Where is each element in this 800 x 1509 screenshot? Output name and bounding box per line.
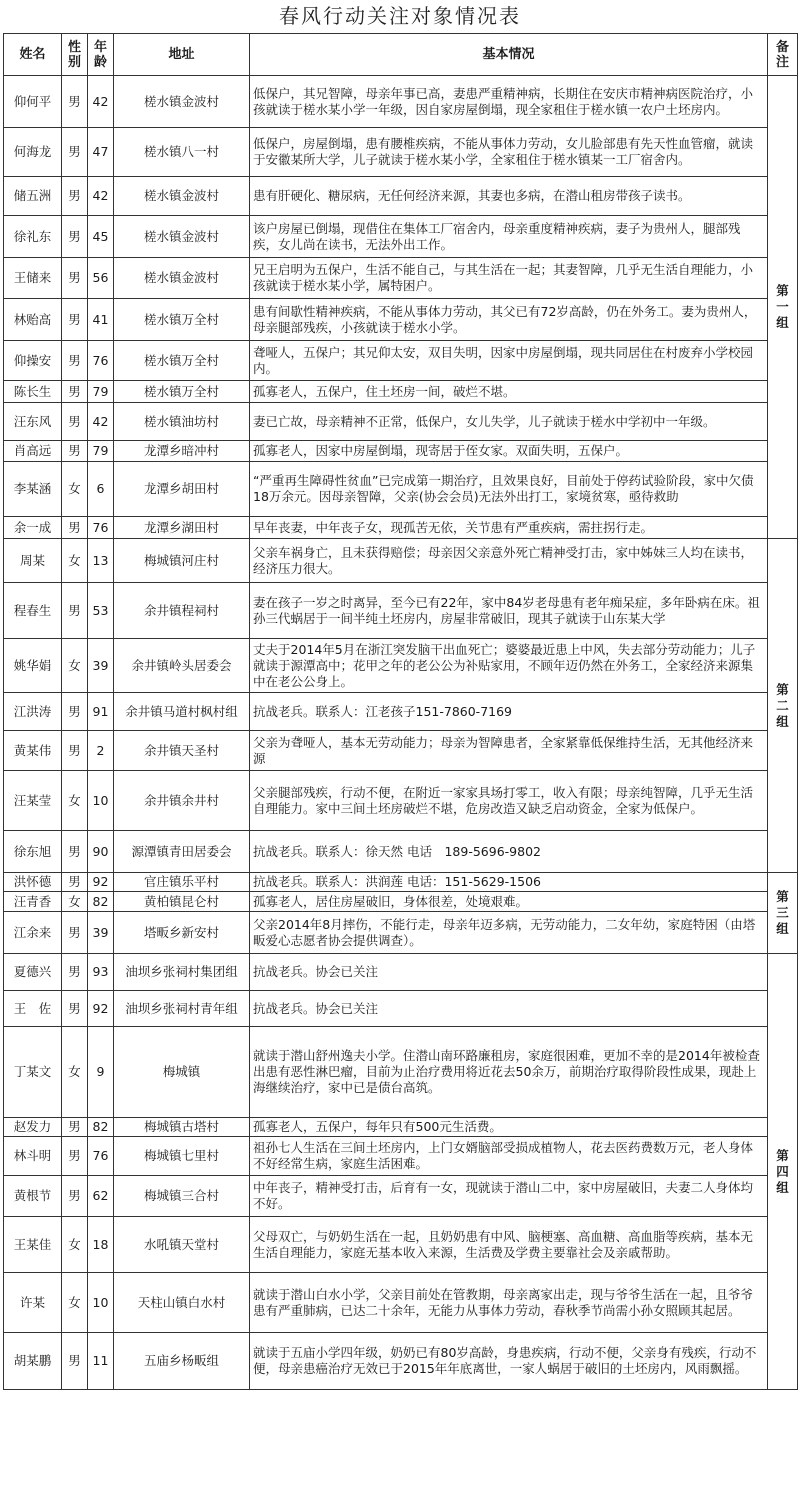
- table-row: [4, 991, 798, 1027]
- cell-age: 90: [88, 831, 114, 873]
- table-row: [4, 912, 798, 954]
- cell-age: 42: [88, 76, 114, 128]
- cell-name: 黄根节: [4, 1176, 62, 1217]
- cell-address: 龙潭乡胡田村: [114, 462, 250, 517]
- cell-address: 梅城镇河庄村: [114, 539, 250, 583]
- cell-sex: 女: [62, 771, 88, 831]
- cell-name: 肖高远: [4, 441, 62, 462]
- cell-address: 梅城镇三合村: [114, 1176, 250, 1217]
- cell-address: 槎水镇金波村: [114, 76, 250, 128]
- cell-age: 42: [88, 177, 114, 216]
- table-row: [4, 1027, 798, 1118]
- cell-address: 槎水镇金波村: [114, 258, 250, 299]
- group-label: 第四组: [768, 954, 798, 1390]
- cell-address: 槎水镇万全村: [114, 341, 250, 381]
- cell-age: 39: [88, 639, 114, 693]
- cell-sex: 男: [62, 991, 88, 1027]
- cell-sex: 男: [62, 731, 88, 771]
- cell-sex: 男: [62, 441, 88, 462]
- cell-name: 李某涵: [4, 462, 62, 517]
- cell-description: 丈夫于2014年5月在浙江突发脑干出血死亡；婆婆最近患上中风，失去部分劳动能力；儿子就读于源潭高中；花甲之年的老公公为补贴家用，不顾年迈仍然在外务工，全家经济来源集中在老公公身上。: [250, 639, 768, 693]
- cell-address: 油坝乡张祠村青年组: [114, 991, 250, 1027]
- cell-sex: 男: [62, 873, 88, 892]
- cell-name: 王储来: [4, 258, 62, 299]
- cell-description: 患有间歇性精神疾病，不能从事体力劳动，其父已有72岁高龄，仍在外务工。妻为贵州人，母亲腿部残疾，小孩就读于槎水小学。: [250, 299, 768, 341]
- cell-sex: 女: [62, 892, 88, 912]
- table-row: [4, 539, 798, 583]
- table-row: [4, 771, 798, 831]
- cell-age: 18: [88, 1217, 114, 1273]
- cell-description: 父亲车祸身亡，且未获得赔偿；母亲因父亲意外死亡精神受打击，家中姊妹三人均在读书，经济压力很大。: [250, 539, 768, 583]
- cell-address: 槎水镇金波村: [114, 216, 250, 258]
- table-row: [4, 381, 798, 403]
- cell-name: 徐东旭: [4, 831, 62, 873]
- cell-address: 梅城镇七里村: [114, 1137, 250, 1176]
- table-row: [4, 216, 798, 258]
- table-row: [4, 583, 798, 639]
- cell-sex: 男: [62, 177, 88, 216]
- cell-description: 父亲为聋哑人，基本无劳动能力；母亲为智障患者，全家紧靠低保维持生活，无其他经济来源: [250, 731, 768, 771]
- cell-age: 39: [88, 912, 114, 954]
- cell-address: 油坝乡张祠村集团组: [114, 954, 250, 991]
- cell-description: 低保户，其兄智障，母亲年事已高，妻患严重精神病，长期住在安庆市精神病医院治疗，小孩就读于槎水某小学一年级，因自家房屋倒塌，现全家租住于槎水镇一农户土坯房内。: [250, 76, 768, 128]
- cell-description: 聋哑人，五保户；其兄仰太安，双目失明，因家中房屋倒塌，现共同居住在村废弃小学校园内。: [250, 341, 768, 381]
- cell-name: 胡某鹏: [4, 1333, 62, 1390]
- cell-sex: 女: [62, 462, 88, 517]
- cell-description: 孤寡老人，居住房屋破旧，身体很差，处境艰难。: [250, 892, 768, 912]
- table-row: [4, 1217, 798, 1273]
- cell-age: 42: [88, 403, 114, 441]
- cell-description: 妻已亡故，母亲精神不正常，低保户，女儿失学，儿子就读于槎水中学初中一年级。: [250, 403, 768, 441]
- cell-address: 余井镇程祠村: [114, 583, 250, 639]
- cell-description: 父母双亡，与奶奶生活在一起，且奶奶患有中风、脑梗塞、高血糖、高血脂等疾病，基本无生活自理能力，家庭无基本收入来源，生活费及学费主要靠社会及亲戚帮助。: [250, 1217, 768, 1273]
- cell-description: 祖孙七人生活在三间土坯房内，上门女婿脑部受损成植物人，花去医药费数万元，老人身体不好经常生病，家庭生活困难。: [250, 1137, 768, 1176]
- cell-age: 91: [88, 693, 114, 731]
- table-row: [4, 517, 798, 539]
- cell-age: 2: [88, 731, 114, 771]
- cell-address: 槎水镇万全村: [114, 381, 250, 403]
- cell-description: 孤寡老人，五保户，每年只有500元生活费。: [250, 1118, 768, 1137]
- cell-name: 余一成: [4, 517, 62, 539]
- cell-name: 周某: [4, 539, 62, 583]
- cell-description: 父亲2014年8月摔伤，不能行走，母亲年迈多病，无劳动能力，二女年幼，家庭特困（由塔畈爱心志愿者协会提供调查）。: [250, 912, 768, 954]
- table-row: [4, 1333, 798, 1390]
- cell-description: “严重再生障碍性贫血”已完成第一期治疗，且效果良好，目前处于停药试验阶段，家中欠债18万余元。因母亲智障，父亲(协会会员)无法外出打工，家境贫寒，亟待救助: [250, 462, 768, 517]
- cell-address: 梅城镇: [114, 1027, 250, 1118]
- cell-description: 抗战老兵。联系人：徐天然 电话 189-5696-9802: [250, 831, 768, 873]
- cell-age: 9: [88, 1027, 114, 1118]
- cell-description: 抗战老兵。协会已关注: [250, 954, 768, 991]
- cell-address: 水吼镇天堂村: [114, 1217, 250, 1273]
- cell-description: 患有肝硬化、糖尿病，无任何经济来源，其妻也多病，在潜山租房带孩子读书。: [250, 177, 768, 216]
- cell-age: 92: [88, 873, 114, 892]
- cell-sex: 女: [62, 1273, 88, 1333]
- group-label: 第二组: [768, 539, 798, 873]
- cell-address: 天柱山镇白水村: [114, 1273, 250, 1333]
- cell-description: 抗战老兵。联系人：江老孩子151-7860-7169: [250, 693, 768, 731]
- cell-age: 41: [88, 299, 114, 341]
- cell-description: 早年丧妻，中年丧子女，现孤苦无依，关节患有严重疾病，需拄拐行走。: [250, 517, 768, 539]
- cell-age: 92: [88, 991, 114, 1027]
- cell-address: 余井镇马道村枫村组: [114, 693, 250, 731]
- cell-address: 官庄镇乐平村: [114, 873, 250, 892]
- cell-age: 76: [88, 517, 114, 539]
- cell-name: 姚华娟: [4, 639, 62, 693]
- cell-sex: 男: [62, 1176, 88, 1217]
- group-label: 第三组: [768, 873, 798, 954]
- table-row: [4, 831, 798, 873]
- cell-address: 槎水镇油坊村: [114, 403, 250, 441]
- cell-sex: 男: [62, 583, 88, 639]
- cell-sex: 女: [62, 1217, 88, 1273]
- table-row: [4, 954, 798, 991]
- cell-age: 76: [88, 1137, 114, 1176]
- header-name: 姓名: [4, 34, 62, 76]
- cell-description: 父亲腿部残疾，行动不便，在附近一家家具场打零工，收入有限；母亲纯智障，几乎无生活自理能力。家中三间土坯房破烂不堪，危房改造又缺乏启动资金，全家为低保户。: [250, 771, 768, 831]
- cell-name: 仰何平: [4, 76, 62, 128]
- table-row: [4, 128, 798, 177]
- table-row: [4, 462, 798, 517]
- cell-name: 徐礼东: [4, 216, 62, 258]
- cell-address: 龙潭乡暗冲村: [114, 441, 250, 462]
- cell-name: 汪青香: [4, 892, 62, 912]
- cell-age: 82: [88, 1118, 114, 1137]
- group-label: 第一组: [768, 76, 798, 539]
- cell-age: 79: [88, 441, 114, 462]
- cell-age: 45: [88, 216, 114, 258]
- page-title: 春风行动关注对象情况表: [279, 4, 521, 28]
- cell-age: 10: [88, 771, 114, 831]
- cell-sex: 男: [62, 912, 88, 954]
- cell-description: 就读于潜山白水小学，父亲目前处在管教期，母亲离家出走，现与爷爷生活在一起，且爷爷患有严重肺病，已达二十余年，无能力从事体力劳动，春秋季节尚需小孙女照顾其起居。: [250, 1273, 768, 1333]
- cell-age: 10: [88, 1273, 114, 1333]
- header-row: [4, 34, 798, 76]
- table-row: [4, 1273, 798, 1333]
- cell-sex: 男: [62, 128, 88, 177]
- cell-name: 丁某文: [4, 1027, 62, 1118]
- table-row: [4, 299, 798, 341]
- cell-description: 该户房屋已倒塌，现借住在集体工厂宿舍内，母亲重度精神疾病，妻子为贵州人，腿部残疾，女儿尚在读书，无法外出工作。: [250, 216, 768, 258]
- table-row: [4, 403, 798, 441]
- cell-address: 槎水镇万全村: [114, 299, 250, 341]
- cell-name: 林斗明: [4, 1137, 62, 1176]
- cell-sex: 男: [62, 693, 88, 731]
- cell-description: 孤寡老人，因家中房屋倒塌，现寄居于侄女家。双面失明，五保户。: [250, 441, 768, 462]
- table-row: [4, 76, 798, 128]
- table-row: [4, 341, 798, 381]
- cell-age: 13: [88, 539, 114, 583]
- table-row: [4, 1176, 798, 1217]
- table-row: [4, 731, 798, 771]
- cell-age: 47: [88, 128, 114, 177]
- cell-description: 抗战老兵。协会已关注: [250, 991, 768, 1027]
- table-row: [4, 873, 798, 892]
- cell-name: 林贻高: [4, 299, 62, 341]
- cell-description: 孤寡老人，五保户，住土坯房一间，破烂不堪。: [250, 381, 768, 403]
- cell-name: 陈长生: [4, 381, 62, 403]
- table-row: [4, 892, 798, 912]
- cell-description: 就读于五庙小学四年级，奶奶已有80岁高龄，身患疾病，行动不便，父亲身有残疾，行动不便，母亲患癌治疗无效已于2015年年底离世，一家人蜗居于破旧的土坯房内，风雨飘摇。: [250, 1333, 768, 1390]
- cell-name: 程春生: [4, 583, 62, 639]
- cell-sex: 男: [62, 1137, 88, 1176]
- cell-description: 抗战老兵。联系人：洪润莲 电话：151-5629-1506: [250, 873, 768, 892]
- header-info: 基本情况: [250, 34, 768, 76]
- cell-sex: 女: [62, 1027, 88, 1118]
- cell-age: 56: [88, 258, 114, 299]
- cell-name: 王某佳: [4, 1217, 62, 1273]
- table-row: [4, 1118, 798, 1137]
- cell-name: 汪东风: [4, 403, 62, 441]
- cell-description: 妻在孩子一岁之时离异，至今已有22年，家中84岁老母患有老年痴呆症，多年卧病在床。祖孙三代蜗居于一间半纯土坯房内，房屋非常破旧，现其子就读于山东某大学: [250, 583, 768, 639]
- cell-name: 赵发力: [4, 1118, 62, 1137]
- cell-sex: 女: [62, 639, 88, 693]
- cell-sex: 男: [62, 517, 88, 539]
- cell-age: 93: [88, 954, 114, 991]
- cell-sex: 男: [62, 1333, 88, 1390]
- table-row: [4, 639, 798, 693]
- header-age: 年龄: [88, 34, 114, 76]
- cell-description: 低保户，房屋倒塌，患有腰椎疾病，不能从事体力劳动，女儿脸部患有先天性血管瘤，就读于安徽某所大学，儿子就读于槎水某小学，全家租住于槎水镇某一工厂宿舍内。: [250, 128, 768, 177]
- cell-name: 许某: [4, 1273, 62, 1333]
- cell-sex: 男: [62, 1118, 88, 1137]
- cell-sex: 女: [62, 539, 88, 583]
- cell-name: 王 佐: [4, 991, 62, 1027]
- header-sex: 性别: [62, 34, 88, 76]
- cell-sex: 男: [62, 831, 88, 873]
- cell-name: 汪某莹: [4, 771, 62, 831]
- cell-age: 79: [88, 381, 114, 403]
- cell-sex: 男: [62, 76, 88, 128]
- cell-age: 53: [88, 583, 114, 639]
- table-row: [4, 693, 798, 731]
- table-row: [4, 1137, 798, 1176]
- cell-age: 82: [88, 892, 114, 912]
- cell-description: 中年丧子，精神受打击，后育有一女，现就读于潜山二中，家中房屋破旧，夫妻二人身体均不好。: [250, 1176, 768, 1217]
- cell-address: 余井镇岭头居委会: [114, 639, 250, 693]
- cell-description: 兄王启明为五保户，生活不能自己，与其生活在一起；其妻智障，几乎无生活自理能力，小孩就读于槎水某小学，属特困户。: [250, 258, 768, 299]
- cell-sex: 男: [62, 299, 88, 341]
- cell-name: 江洪涛: [4, 693, 62, 731]
- cell-address: 槎水镇八一村: [114, 128, 250, 177]
- cell-sex: 男: [62, 954, 88, 991]
- cell-name: 洪怀德: [4, 873, 62, 892]
- cell-sex: 男: [62, 403, 88, 441]
- cell-sex: 男: [62, 381, 88, 403]
- cell-address: 源潭镇青田居委会: [114, 831, 250, 873]
- cell-sex: 男: [62, 216, 88, 258]
- cell-description: 就读于潜山舒州逸夫小学。住潜山南环路廉租房，家庭很困难，更加不幸的是2014年被检查出患有恶性淋巴瘤，目前为止治疗费用将近花去50余万，前期治疗取得阶段性成果，现赴上海继续治疗，家中已是债台高筑。: [250, 1027, 768, 1118]
- cell-sex: 男: [62, 341, 88, 381]
- header-note: 备注: [768, 34, 798, 76]
- cell-sex: 男: [62, 258, 88, 299]
- cell-age: 11: [88, 1333, 114, 1390]
- cell-address: 槎水镇金波村: [114, 177, 250, 216]
- table-row: [4, 441, 798, 462]
- cell-name: 仰操安: [4, 341, 62, 381]
- cell-name: 夏德兴: [4, 954, 62, 991]
- table-row: [4, 258, 798, 299]
- cell-age: 6: [88, 462, 114, 517]
- cell-address: 余井镇天圣村: [114, 731, 250, 771]
- cell-address: 余井镇余井村: [114, 771, 250, 831]
- cell-address: 梅城镇古塔村: [114, 1118, 250, 1137]
- cell-name: 储五洲: [4, 177, 62, 216]
- header-address: 地址: [114, 34, 250, 76]
- cell-address: 黄柏镇昆仑村: [114, 892, 250, 912]
- table-row: [4, 177, 798, 216]
- care-table: [3, 33, 798, 1390]
- cell-name: 江余来: [4, 912, 62, 954]
- cell-address: 五庙乡杨畈组: [114, 1333, 250, 1390]
- cell-address: 龙潭乡湖田村: [114, 517, 250, 539]
- cell-address: 塔畈乡新安村: [114, 912, 250, 954]
- cell-age: 76: [88, 341, 114, 381]
- cell-name: 何海龙: [4, 128, 62, 177]
- cell-name: 黄某伟: [4, 731, 62, 771]
- cell-age: 62: [88, 1176, 114, 1217]
